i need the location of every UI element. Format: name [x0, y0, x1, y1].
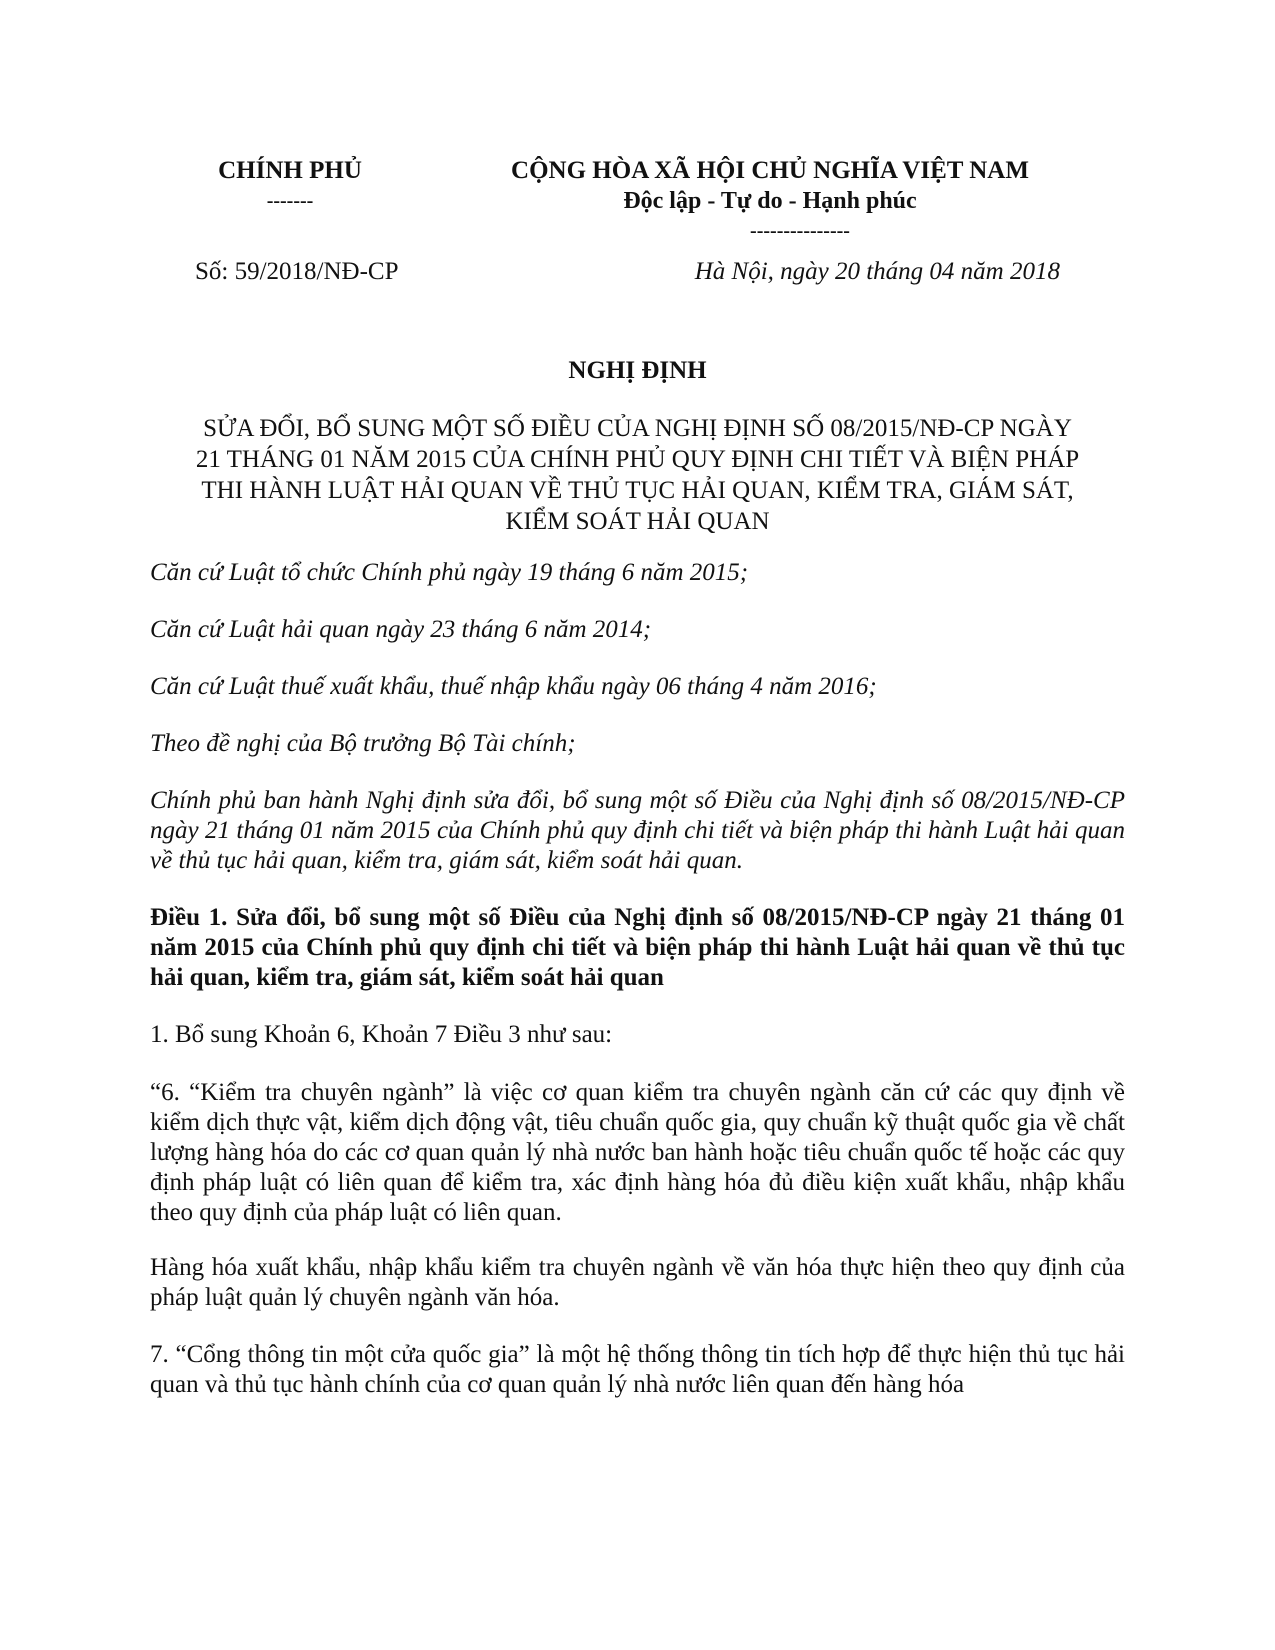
issuing-agency-block: [190, 156, 390, 216]
subtitle-line: SỬA ĐỔI, BỔ SUNG MỘT SỐ ĐIỀU CỦA NGHỊ ĐỊNH SỐ 08/2015/NĐ-CP NGÀY: [203, 415, 1072, 442]
document-subtitle: [140, 413, 1135, 537]
clause-1: 1. Bổ sung Khoản 6, Khoản 7 Điều 3 như sau:: [150, 1021, 613, 1048]
subtitle-line: THI HÀNH LUẬT HẢI QUAN VỀ THỦ TỤC HẢI QUAN, KIỂM TRA, GIÁM SÁT,: [201, 477, 1074, 504]
national-title-block: [480, 156, 1060, 246]
subtitle-line: 21 THÁNG 01 NĂM 2015 CỦA CHÍNH PHỦ QUY ĐỊNH CHI TIẾT VÀ BIỆN PHÁP: [195, 446, 1080, 473]
item-6: “6. “Kiểm tra chuyên ngành” là việc cơ quan kiểm tra chuyên ngành căn cứ các quy định về kiểm dịch thực vật, kiểm dịch động vật, tiêu chuẩn quốc gia, quy chuẩn kỹ thuật quốc gia về chất lượng hàng hóa do các cơ quan quản lý nhà nước ban hành hoặc tiêu chuẩn quốc tế hoặc các quy định pháp luật có liên quan để kiểm tra, xác định hàng hóa đủ điều kiện xuất khẩu, nhập khẩu theo quy định của pháp luật có liên quan.: [150, 1079, 1125, 1226]
nation-name: CỘNG HÒA XÃ HỘI CHỦ NGHĨA VIỆT NAM: [511, 157, 1029, 184]
preamble-basis: Căn cứ Luật tổ chức Chính phủ ngày 19 tháng 6 năm 2015;: [150, 559, 749, 586]
document-number: Số: 59/2018/NĐ-CP: [195, 258, 399, 285]
document-type-title: NGHỊ ĐỊNH: [568, 357, 707, 384]
issuing-agency: CHÍNH PHỦ: [218, 157, 362, 184]
subtitle-line: KIỂM SOÁT HẢI QUAN: [505, 508, 770, 535]
national-motto: Độc lập - Tự do - Hạnh phúc: [623, 188, 917, 214]
preamble-basis: Căn cứ Luật thuế xuất khẩu, thuế nhập khẩu ngày 06 tháng 4 năm 2016;: [150, 673, 877, 700]
item-7: 7. “Cổng thông tin một cửa quốc gia” là một hệ thống thông tin tích hợp để thực hiện thủ tục hải quan và thủ tục hành chính của cơ quan quản lý nhà nước liên quan đến hàng hóa: [150, 1341, 1125, 1398]
preamble-basis: Căn cứ Luật hải quan ngày 23 tháng 6 năm 2014;: [150, 616, 652, 643]
preamble-enactment: Chính phủ ban hành Nghị định sửa đổi, bổ sung một số Điều của Nghị định số 08/2015/NĐ-CP ngày 21 tháng 01 năm 2015 của Chính phủ quy định chi tiết và biện pháp thi hành Luật hải quan về thủ tục hải quan, kiểm tra, giám sát, kiểm soát hải quan.: [150, 787, 1125, 874]
item-6-note: Hàng hóa xuất khẩu, nhập khẩu kiểm tra chuyên ngành về văn hóa thực hiện theo quy định của pháp luật quản lý chuyên ngành văn hóa.: [150, 1254, 1125, 1311]
place-and-date: Hà Nội, ngày 20 tháng 04 năm 2018: [694, 258, 1060, 285]
motto-rule: ---------------: [750, 220, 850, 242]
agency-rule: -------: [266, 190, 314, 212]
preamble-proposal: Theo đề nghị của Bộ trưởng Bộ Tài chính;: [150, 730, 576, 757]
article-1-heading: Điều 1. Sửa đổi, bổ sung một số Điều của Nghị định số 08/2015/NĐ-CP ngày 21 tháng 01 năm 2015 của Chính phủ quy định chi tiết và biện pháp thi hành Luật hải quan về thủ tục hải quan, kiểm tra, giám sát, kiểm soát hải quan: [150, 904, 1125, 991]
